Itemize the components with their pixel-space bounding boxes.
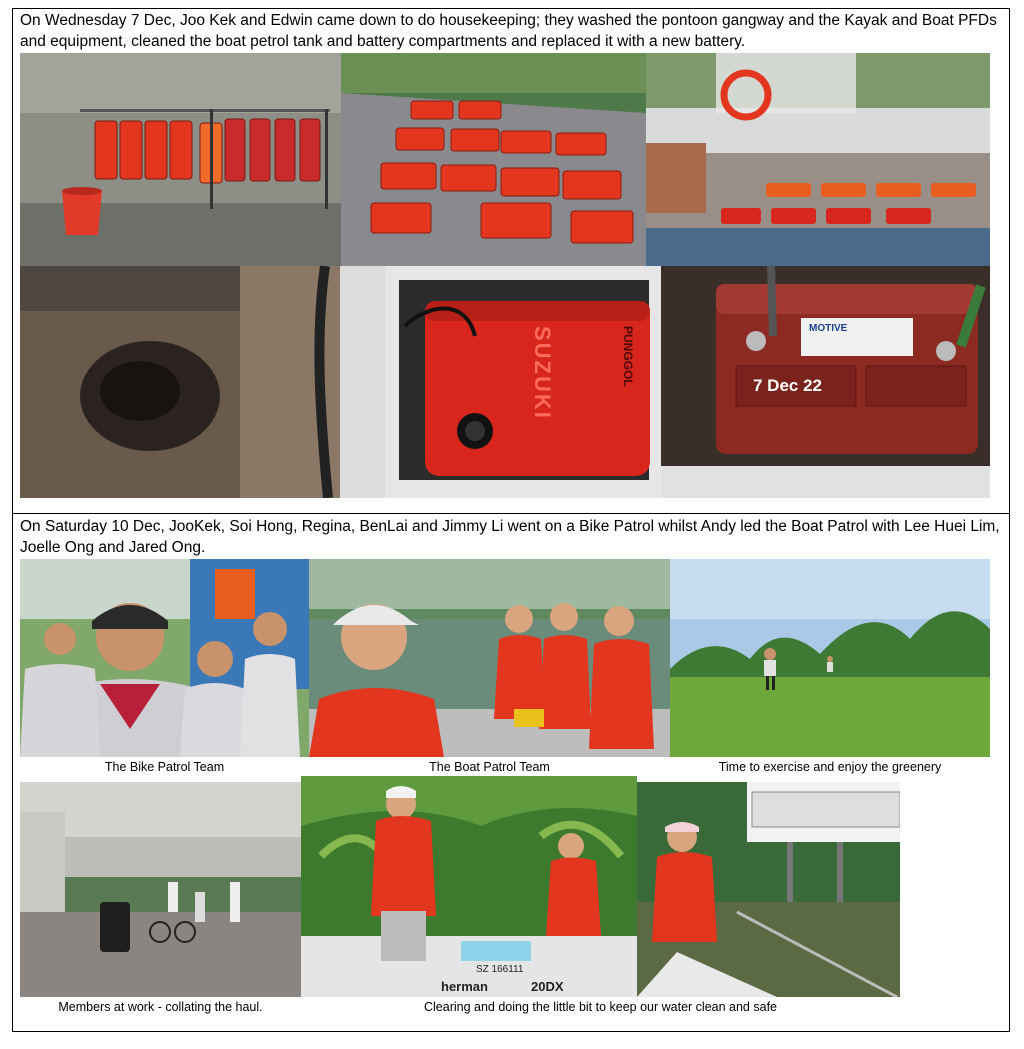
bike-patrol-photo xyxy=(20,559,309,757)
tank-brand-text: SUZUKI xyxy=(530,326,555,420)
boat-patrol-caption: The Boat Patrol Team xyxy=(429,760,550,774)
boat-model-text: 20DX xyxy=(531,979,564,994)
housekeeping-section xyxy=(12,8,1010,514)
battery-photo xyxy=(661,266,990,498)
boat-patrol-photo xyxy=(309,559,670,757)
pfd-on-pontoon-photo xyxy=(341,53,646,266)
battery-brand-text: MOTIVE xyxy=(809,323,848,334)
fuel-tank-photo xyxy=(385,266,661,498)
dirty-compartment-photo xyxy=(20,266,385,498)
patrol-section xyxy=(12,513,1010,1032)
bike-patrol-caption: The Bike Patrol Team xyxy=(104,760,225,774)
pfd-drying-rack-photo xyxy=(20,53,341,266)
exercise-caption: Time to exercise and enjoy the greenery xyxy=(718,760,942,774)
patrol-paragraph: On Saturday 10 Dec, JooKek, Soi Hong, Regina, BenLai and Jimmy Li went on a Bike Patrol whilst Andy led the Boat Patrol with Lee Huei Lim, Joelle Ong and Jared Ong. xyxy=(20,518,1000,556)
boat-reg-text: SZ 166111 xyxy=(476,964,524,975)
clearing-vegetation-photo xyxy=(301,776,637,997)
pontoon-boat-photo xyxy=(646,53,990,266)
work-caption: Members at work - collating the haul. xyxy=(58,1000,263,1014)
tank-label-text: PUNGGOL xyxy=(621,326,635,387)
exercise-greenery-photo xyxy=(670,559,990,757)
members-at-work-photo xyxy=(20,782,301,997)
clearing-river-photo xyxy=(637,782,900,997)
boat-name-text: herman xyxy=(441,979,488,994)
battery-date-text: 7 Dec 22 xyxy=(753,376,822,395)
housekeeping-paragraph: On Wednesday 7 Dec, Joo Kek and Edwin came down to do housekeeping; they washed the pontoon gangway and the Kayak and Boat PFDs and equipment, cleaned the boat petrol tank and battery compartments and replaced it with a new battery. xyxy=(20,12,997,50)
clearing-caption: Clearing and doing the little bit to keep our water clean and safe xyxy=(423,1000,777,1014)
